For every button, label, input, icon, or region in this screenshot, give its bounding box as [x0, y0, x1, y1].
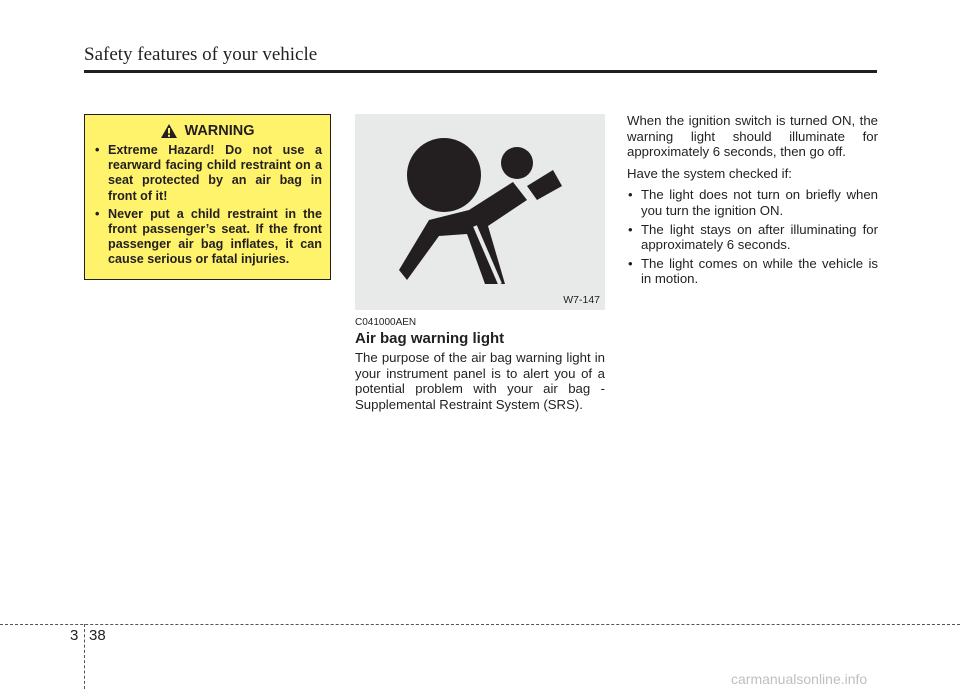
warning-title: WARNING: [184, 123, 255, 139]
section-code: C041000AEN: [355, 317, 417, 328]
section-body: The purpose of the air bag warning light in your instrument panel is to alert you of a potential problem with your air bag - Supplemental Restraint System (SRS).: [355, 350, 605, 412]
footer-vertical-rule: [84, 624, 85, 689]
right-column: [627, 113, 878, 290]
list-item: • The light comes on while the vehicle is in motion.: [627, 256, 878, 287]
warning-header: [93, 123, 322, 139]
airbag-warning-icon: [355, 114, 605, 310]
warning-triangle-icon: [160, 123, 178, 139]
lead-paragraph: Have the system checked if:: [627, 165, 792, 181]
check-list: [627, 187, 878, 287]
watermark: carmanualsonline.info: [731, 671, 868, 687]
chapter-number: 3: [70, 627, 79, 644]
warning-list: [93, 143, 322, 268]
warning-item: • Never put a child restraint in the front passenger’s seat. If the front passenger air bag inflates, it can cause serious or fatal injuries.: [93, 207, 322, 268]
warning-item: • Extreme Hazard! Do not use a rearward facing child restraint on a seat protected by an air bag in front of it!: [93, 143, 322, 204]
warning-box: [84, 114, 331, 280]
header-rule: [84, 70, 877, 73]
list-item: • The light does not turn on briefly when you turn the ignition ON.: [627, 187, 878, 218]
page-number: 38: [89, 627, 106, 644]
footer-rule: [0, 624, 960, 625]
intro-paragraph: When the ignition switch is turned ON, the warning light should illuminate for approximately 6 seconds, then go off.: [627, 113, 878, 160]
list-item: • The light stays on after illuminating for approximately 6 seconds.: [627, 222, 878, 253]
section-title: Air bag warning light: [355, 330, 505, 347]
figure-code: W7-147: [563, 294, 600, 306]
airbag-figure: [355, 114, 605, 310]
page-header-title: Safety features of your vehicle: [84, 44, 318, 65]
